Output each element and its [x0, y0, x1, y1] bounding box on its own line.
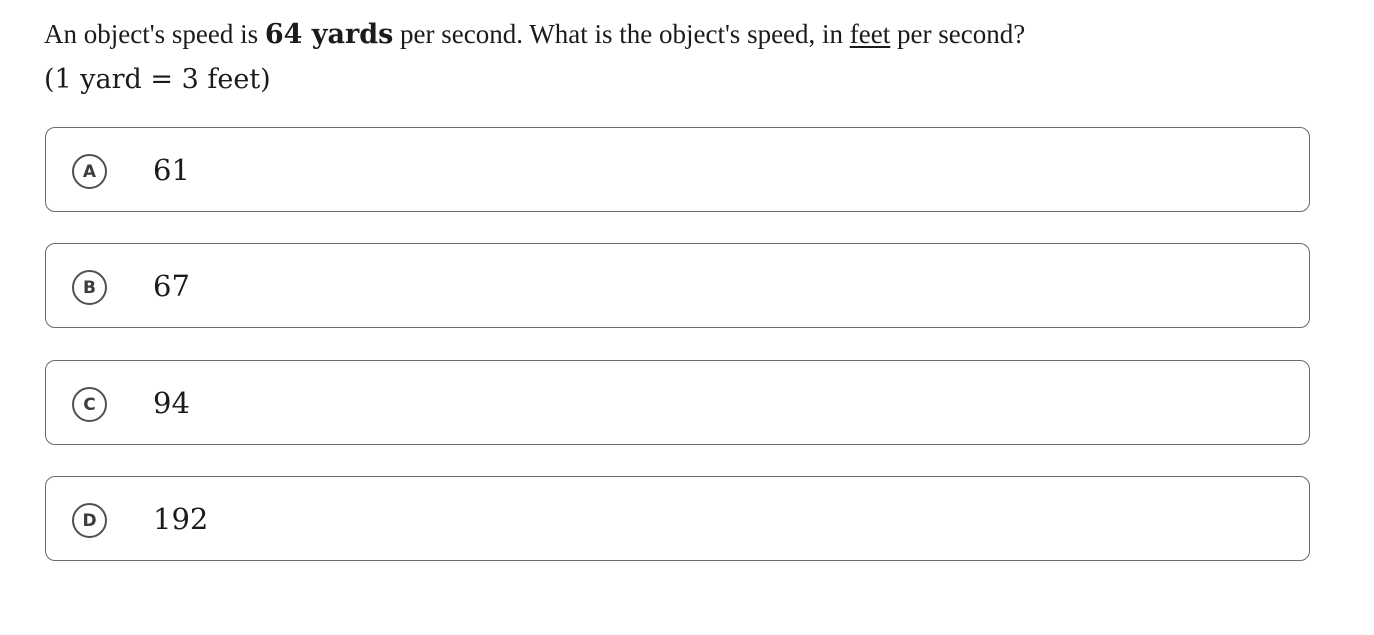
choice-d-letter-icon: D [72, 503, 107, 538]
question-target-unit: feet [849, 19, 891, 49]
question-part-3: per second? [890, 19, 1026, 49]
question-conversion: (1 yard = 3 feet) [44, 64, 271, 95]
choice-b-letter-icon: B [72, 270, 107, 305]
answer-choice-d[interactable] [45, 476, 1310, 561]
question-text [44, 12, 1334, 102]
question-part-2: per second. What is the object's speed, in [393, 19, 850, 49]
answer-choice-b[interactable] [45, 243, 1310, 328]
choice-a-letter-icon: A [72, 154, 107, 189]
question-given-value: 64 yards [264, 19, 394, 50]
choice-d-value: 192 [153, 502, 209, 536]
choice-a-value: 61 [153, 153, 190, 187]
question-part-1: An object's speed is [44, 19, 265, 49]
choice-c-letter-icon: C [72, 387, 107, 422]
answer-choice-a[interactable] [45, 127, 1310, 212]
choice-b-value: 67 [153, 269, 190, 303]
choice-c-value: 94 [153, 386, 190, 420]
answer-choice-c[interactable] [45, 360, 1310, 445]
